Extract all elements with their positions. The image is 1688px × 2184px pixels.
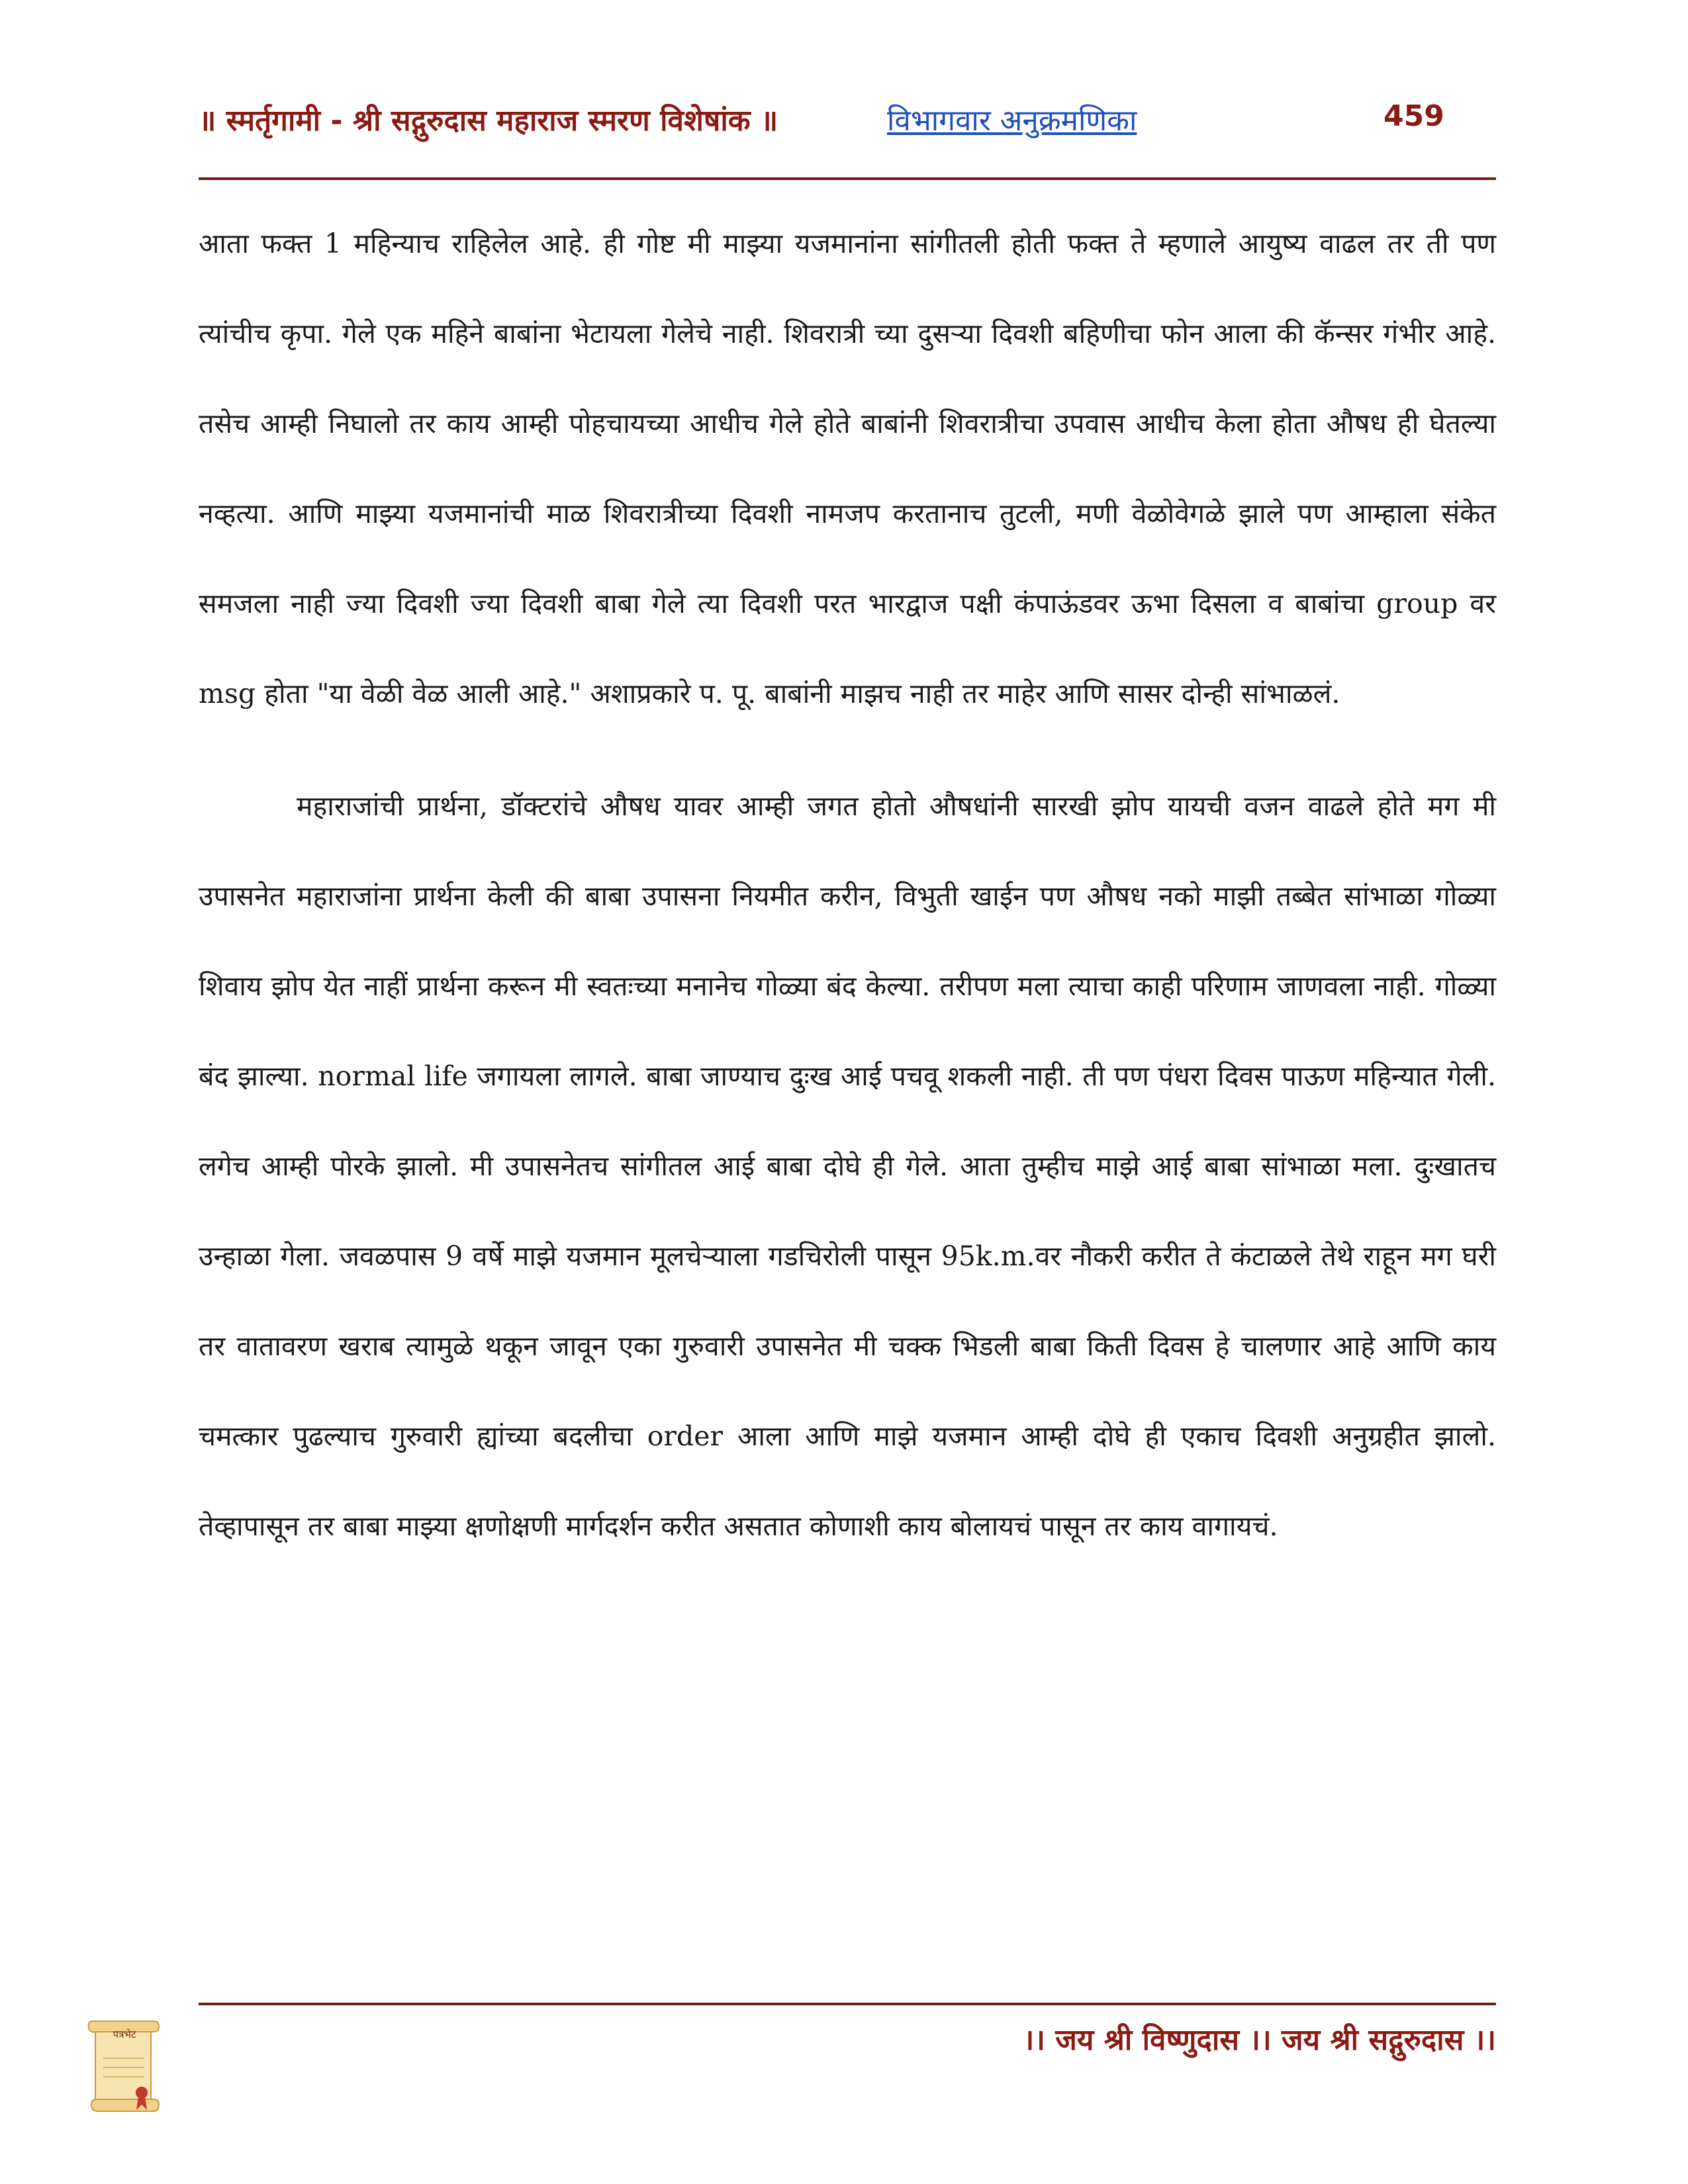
footer-divider <box>199 2003 1496 2005</box>
page-number: 459 <box>1383 99 1444 133</box>
section-index-link[interactable]: विभागवार अनुक्रमणिका <box>887 104 1137 138</box>
publication-title: ॥ स्मर्तृगामी - श्री सद्गुरुदास महाराज स्मरण विशेषांक ॥ <box>199 104 778 138</box>
header-divider <box>199 177 1496 180</box>
paragraph-2: महाराजांची प्रार्थना, डॉक्टरांचे औषध यावर आम्ही जगत होतो औषधांनी सारखी झोप यायची वजन वाढले होते मग मी उपासनेत महाराजांना प्रार्थना केली की बाबा उपासना नियमीत करीन, विभुती खाईन पण औषध नको माझी तब्बेत सांभाळा गोळ्या शिवाय झोप येत नाहीं प्रार्थना करून मी स्वतःच्या मनानेच गोळ्या बंद केल्या. तरीपण मला त्याचा काही परिणाम जाणवला नाही. गोळ्या बंद झाल्या. normal life जगायला लागले. बाबा जाण्याच दुःख आई पचवू शकली नाही. ती पण पंधरा दिवस पाऊण महिन्यात गेली. लगेच आम्ही पोरके झालो. मी उपासनेतच सांगीतल आई बाबा दोघे ही गेले. आता तुम्हीच माझे आई बाबा सांभाळा मला. दुःखातच उन्हाळा गेला. जवळपास 9 वर्षे माझे यजमान मूलचेऱ्याला गडचिरोली पासून 95k.m.वर नौकरी करीत ते कंटाळले तेथे राहून मग घरी तर वातावरण खराब त्यामुळे थकून जावून एका गुरुवारी उपासनेत मी चक्क भिडली बाबा किती दिवस हे चालणार आहे आणि काय चमत्कार पुढल्याच गुरुवारी ह्यांच्या बदलीचा order आला आणि माझे यजमान आम्ही दोघे ही एकाच दिवशी अनुग्रहीत झालो. तेव्हापासून तर बाबा माझ्या क्षणोक्षणी मार्गदर्शन करीत असतात कोणाशी काय बोलायचं पासून तर काय वागायचं. <box>199 790 1496 1542</box>
page-header <box>199 99 1496 152</box>
article-body <box>199 199 1496 1571</box>
badge-label: पत्रभेट <box>113 2028 136 2040</box>
footer-salutation: ।। जय श्री विष्णुदास ।। जय श्री सद्गुरुदास ।। <box>1023 2023 1496 2057</box>
patrabhet-scroll-icon <box>85 2012 164 2118</box>
paragraph-1: आता फक्त 1 महिन्याच राहिलेल आहे. ही गोष्ट मी माझ्या यजमानांना सांगीतली होती फक्त ते म्हणाले आयुष्य वाढल तर ती पण त्यांचीच कृपा. गेले एक महिने बाबांना भेटायला गेलेचे नाही. शिवरात्री च्या दुसऱ्या दिवशी बहिणीचा फोन आला की कॅन्सर गंभीर आहे. तसेच आम्ही निघालो तर काय आम्ही पोहचायच्या आधीच गेले होते बाबांनी शिवरात्रीचा उपवास आधीच केला होता औषध ही घेतल्या नव्हत्या. आणि माझ्या यजमानांची माळ शिवरात्रीच्या दिवशी नामजप करतानाच तुटली, मणी वेळोवेगळे झाले पण आम्हाला संकेत समजला नाही ज्या दिवशी ज्या दिवशी बाबा गेले त्या दिवशी परत भारद्वाज पक्षी कंपाऊंडवर ऊभा दिसला व बाबांचा group वर msg होता "या वेळी वेळ आली आहे." अशाप्रकारे प. पू. बाबांनी माझच नाही तर माहेर आणि सासर दोन्ही सांभाळलं. <box>199 228 1496 709</box>
